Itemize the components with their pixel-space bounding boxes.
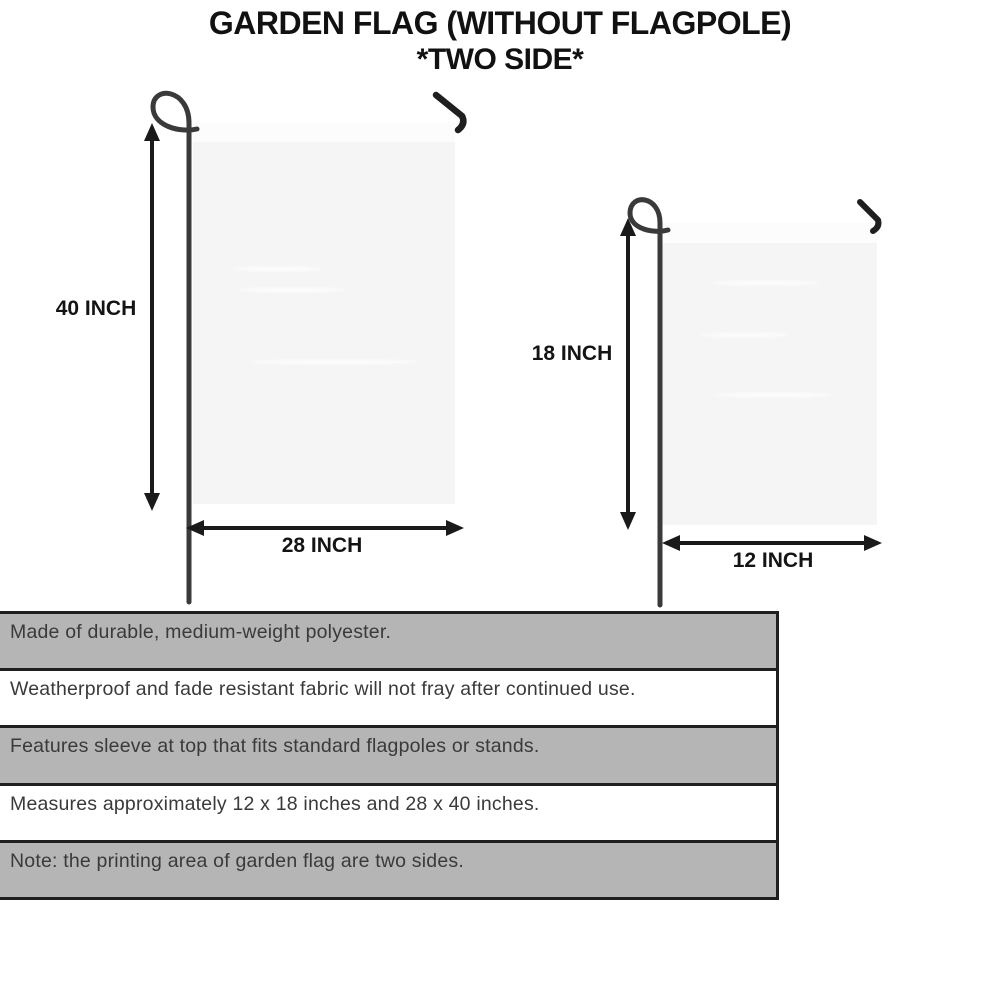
large-flag-height-label: 40 INCH xyxy=(55,297,137,320)
fabric-fold-highlight xyxy=(237,288,347,292)
page-title: GARDEN FLAG (WITHOUT FLAGPOLE) xyxy=(208,5,792,41)
fabric-fold-highlight xyxy=(700,333,790,337)
features-table xyxy=(0,611,779,900)
feature-text: Note: the printing area of garden flag are two sides. xyxy=(10,849,464,872)
feature-row xyxy=(0,843,776,897)
small-flag-sleeve-band xyxy=(662,223,877,243)
fabric-fold-highlight xyxy=(233,267,323,271)
fabric-fold-highlight xyxy=(710,281,820,285)
feature-row xyxy=(0,671,776,728)
fabric-fold-highlight xyxy=(250,360,420,364)
large-flag xyxy=(193,122,455,504)
feature-text: Made of durable, medium-weight polyester. xyxy=(10,621,392,643)
feature-text: Features sleeve at top that fits standard flagpoles or stands. xyxy=(10,735,540,758)
large-flag-width-label: 28 INCH xyxy=(281,534,363,557)
page-subtitle: *TWO SIDE* xyxy=(416,43,584,77)
feature-text: Weatherproof and fade resistant fabric will not fray after continued use. xyxy=(10,678,636,701)
large-flag-hook-icon xyxy=(428,86,476,138)
title-block xyxy=(0,6,1000,76)
feature-row xyxy=(0,728,776,785)
small-flag-height-arrow-icon xyxy=(616,218,640,530)
small-flag-width-label: 12 INCH xyxy=(732,549,814,572)
fabric-fold-highlight xyxy=(714,393,834,397)
small-flag-height-label: 18 INCH xyxy=(531,342,613,365)
small-flag xyxy=(662,223,877,525)
large-flag-sleeve-band xyxy=(193,122,455,142)
feature-row xyxy=(0,614,776,671)
feature-row xyxy=(0,786,776,843)
small-flag-hook-icon xyxy=(850,194,892,242)
feature-text: Measures approximately 12 x 18 inches and 28 x 40 inches. xyxy=(10,792,540,815)
